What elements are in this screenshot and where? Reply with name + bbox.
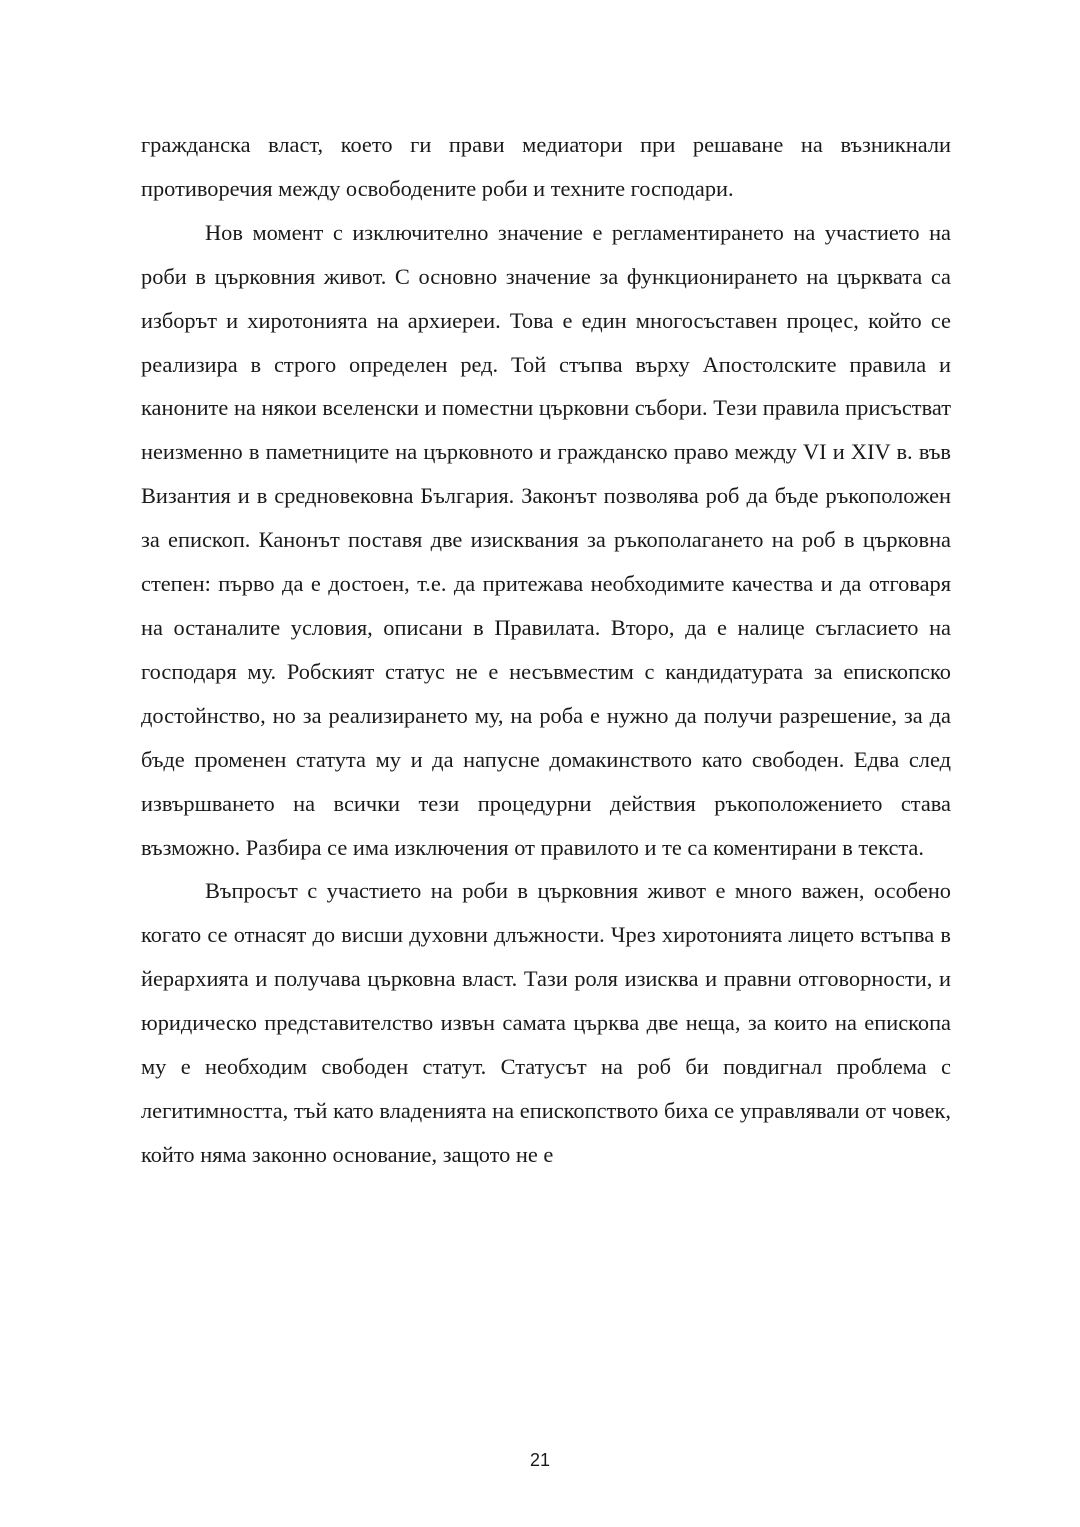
body-text (141, 123, 951, 1177)
paragraph-continuation: гражданска власт, което ги прави медиатори при решаване на възникнали противоречия между освободените роби и техните господари. (141, 132, 951, 201)
paragraph-high-offices: Въпросът с участието на роби в църковния живот е много важен, особено когато се отнасят до висши духовни длъжности. Чрез хиротонията лицето встъпва в йерархията и получава църковна власт. Тази роля изисква и правни отговорности, и юридическо представителство извън самата църква две неща, за които на епископа му е необходим свободен статут. Статусът на роб би повдигнал проблема с легитимността, тъй като владенията на епископството биха се управлявали от човек, който няма законно основание, защото не е (141, 878, 951, 1167)
paragraph-church-life: Нов момент с изключително значение е регламентирането на участието на роби в църковния живот. С основно значение за функционирането на църквата са изборът и хиротонията на архиереи. Това е един многосъставен процес, който се реализира в строго определен ред. Той стъпва върху Апостолските правила и каноните на някои вселенски и поместни църковни събори. Тези правила присъстват неизменно в паметниците на църковното и гражданско право между VI и XIV в. във Византия и в средновековна България. Законът позволява роб да бъде ръкоположен за епископ. Канонът поставя две изисквания за ръкополагането на роб в църковна степен: първо да е достоен, т.е. да притежава необходимите качества и да отговаря на останалите условия, описани в Правилата. Второ, да е налице съгласието на господаря му. Робският статус не е несъвместим с кандидатурата за епископско достойнство, но за реализирането му, на роба е нужно да получи разрешение, за да бъде променен статута му и да напусне домакинството като свободен. Едва след извършването на всички тези процедурни действия ръкоположението става възможно. Разбира се има изключения от правилото и те са коментирани в текста. (141, 219, 951, 860)
page-number: 21 (529, 1450, 551, 1470)
